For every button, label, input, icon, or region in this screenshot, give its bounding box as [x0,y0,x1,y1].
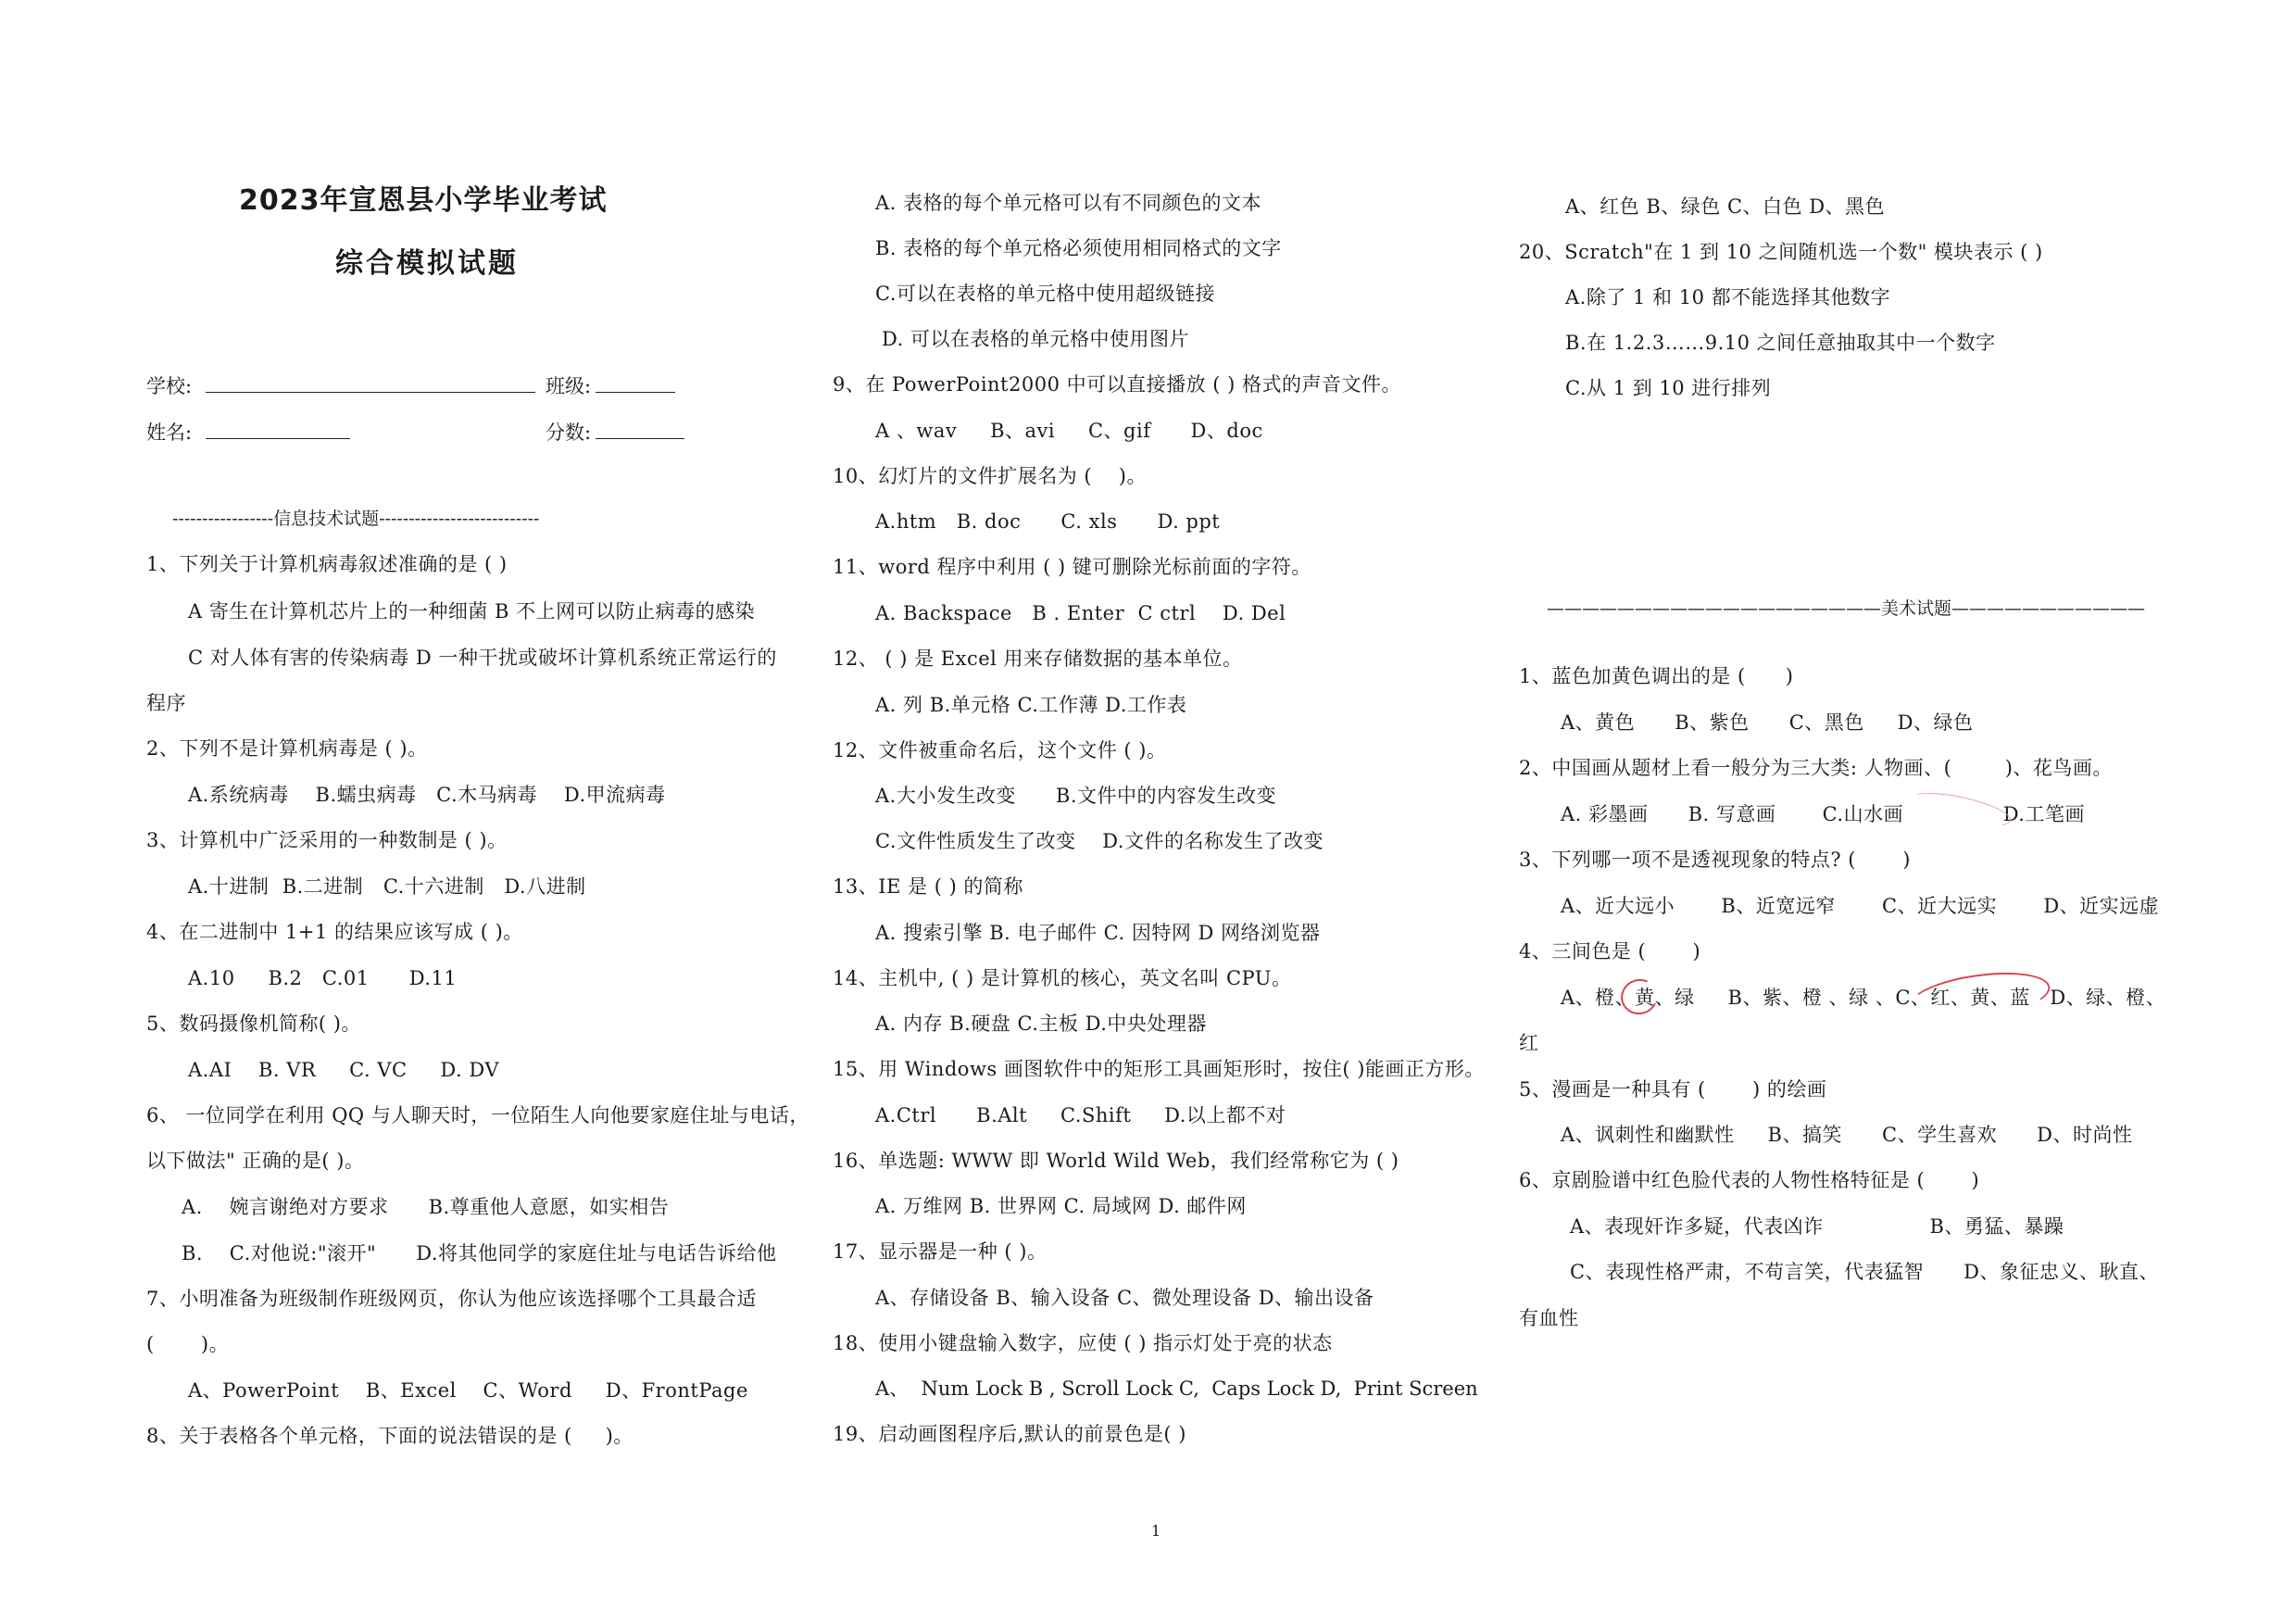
answer-line: C.从 1 到 10 进行排列 [1565,377,1772,399]
question-line: 14、主机中, ( ) 是计算机的核心，英文名叫 CPU。 [833,967,1292,989]
question-line: 19、启动画图程序后,默认的前景色是( ) [833,1423,1186,1445]
page-number: 1 [1151,1522,1161,1540]
score-blank[interactable] [596,438,684,439]
question-line: 5、数码摄像机简称( )。 [146,1013,361,1035]
answer-line: C 对人体有害的传染病毒 D 一种干扰或破坏计算机系统正常运行的 [188,647,777,669]
answer-line: C.可以在表格的单元格中使用超级链接 [875,283,1215,305]
question-line: 5、漫画是一种具有 ( ) 的绘画 [1519,1078,1827,1101]
answer-line: A 寄生在计算机芯片上的一种细菌 B 不上网可以防止病毒的感染 [188,600,756,623]
question-line: 4、三间色是 ( ) [1519,940,1701,962]
question-line: 2、下列不是计算机病毒是 ( )。 [146,737,428,760]
question-line: 15、用 Windows 画图软件中的矩形工具画矩形时，按住( )能画正方形。 [833,1058,1485,1080]
answer-line: B. 表格的每个单元格必须使用相同格式的文字 [875,237,1282,259]
question-line: 7、小明准备为班级制作班级网页，你认为他应该选择哪个工具最合适 [146,1288,757,1310]
question-line: 3、计算机中广泛采用的一种数制是 ( )。 [146,829,508,851]
answer-line: A、近大远小 B、近宽远窄 C、近大远实 D、近实远虚 [1561,895,2160,917]
answer-line: A. 婉言谢绝对方要求 B.尊重他人意愿，如实相告 [182,1196,670,1218]
question-line: 20、Scratch"在 1 到 10 之间随机选一个数" 模块表示 ( ) [1519,241,2043,263]
question-line: 9、在 PowerPoint2000 中可以直接播放 ( ) 格式的声音文件。 [833,373,1402,396]
section-header-it: -----------------信息技术试题--------------------------- [172,509,540,529]
section-header-art: ———————————————————美术试题——————————— [1547,598,2146,619]
class-label: 班级: [546,375,592,397]
answer-line: 程序 [146,692,186,714]
question-line: 4、在二进制中 1+1 的结果应该写成 ( )。 [146,921,523,943]
question-line: 6、 一位同学在利用 QQ 与人聊天时，一位陌生人向他要家庭住址与电话， [146,1104,809,1126]
answer-line: A、 Num Lock B , Scroll Lock C, Caps Lock D, Print Screen [875,1378,1478,1400]
answer-line: A.大小发生改变 B.文件中的内容发生改变 [875,785,1276,807]
answer-line: A. 彩墨画 B. 写意画 C.山水画 D.工笔画 [1561,803,2085,825]
answer-line: A. 内存 B.硬盘 C.主板 D.中央处理器 [875,1013,1207,1035]
answer-line: A.10 B.2 C.01 D.11 [188,967,458,989]
question-line: 2、中国画从题材上看一般分为三大类: 人物画、( )、花鸟画。 [1519,757,2113,779]
answer-line: A. Backspace B . Enter C ctrl D. Del [875,602,1286,624]
answer-line: A.htm B. doc C. xls D. ppt [875,510,1221,533]
answer-line: A.十进制 B.二进制 C.十六进制 D.八进制 [188,875,586,898]
school-blank[interactable] [206,392,535,393]
answer-line: A、黄色 B、紫色 C、黑色 D、绿色 [1561,711,1974,734]
school-label: 学校: [146,375,193,397]
question-line: 以下做法" 正确的是( )。 [146,1150,365,1172]
answer-line: A. 表格的每个单元格可以有不同颜色的文本 [875,192,1262,214]
question-line: 18、使用小键盘输入数字，应使 ( ) 指示灯处于亮的状态 [833,1332,1333,1354]
answer-line: A.系统病毒 B.蠕虫病毒 C.木马病毒 D.甲流病毒 [188,784,666,806]
answer-line: A、PowerPoint B、Excel C、Word D、FrontPage [188,1379,748,1402]
question-line: 6、京剧脸谱中红色脸代表的人物性格特征是 ( ) [1519,1169,1980,1191]
answer-line: A.除了 1 和 10 都不能选择其他数字 [1565,286,1891,308]
question-line: 11、word 程序中利用 ( ) 键可删除光标前面的字符。 [833,556,1311,578]
answer-line: 红 [1519,1032,1539,1054]
answer-line: A、红色 B、绿色 C、白色 D、黑色 [1565,195,1886,218]
answer-line: D. 可以在表格的单元格中使用图片 [882,328,1189,350]
answer-line: B. C.对他说:"滚开" D.将其他同学的家庭住址与电话告诉给他 [182,1242,777,1264]
question-line: 1、下列关于计算机病毒叙述准确的是 ( ) [146,553,508,575]
answer-line: A. 万维网 B. 世界网 C. 局域网 D. 邮件网 [875,1195,1247,1217]
question-line: 1、蓝色加黄色调出的是 ( ) [1519,665,1794,687]
question-line: 3、下列哪一项不是透视现象的特点? ( ) [1519,849,1911,871]
name-label: 姓名: [146,421,193,444]
answer-line: A.AI B. VR C. VC D. DV [188,1059,499,1081]
answer-line: A. 搜索引擎 B. 电子邮件 C. 因特网 D 网络浏览器 [875,922,1321,944]
question-line: 12、 ( ) 是 Excel 用来存储数据的基本单位。 [833,648,1243,670]
question-line: 16、单选题: WWW 即 World Wild Web，我们经常称它为 ( ) [833,1150,1399,1172]
question-line: 13、IE 是 ( ) 的简称 [833,875,1023,898]
answer-line: A. 列 B.单元格 C.工作薄 D.工作表 [875,694,1187,716]
exam-subtitle: 综合模拟试题 [335,247,519,280]
class-blank[interactable] [596,392,675,393]
answer-line: A、存储设备 B、输入设备 C、微处理设备 D、输出设备 [875,1287,1374,1309]
exam-title: 2023年宣恩县小学毕业考试 [239,184,608,217]
answer-line: A 、wav B、avi C、gif D、doc [875,420,1263,442]
answer-line: A、表现奸诈多疑，代表凶诈 B、勇猛、暴躁 [1570,1215,2064,1238]
answer-line: C、表现性格严肃，不苟言笑，代表猛智 D、象征忠义、耿直、 [1570,1261,2159,1283]
answer-line: A.Ctrl B.Alt C.Shift D.以上都不对 [875,1104,1286,1126]
question-line: 10、幻灯片的文件扩展名为 ( )。 [833,465,1147,487]
answer-line: B.在 1.2.3……9.10 之间任意抽取其中一个数字 [1565,332,1996,354]
question-line: 8、关于表格各个单元格，下面的说法错误的是 ( )。 [146,1425,634,1447]
question-line: 12、文件被重命名后，这个文件 ( )。 [833,739,1167,761]
question-line: 17、显示器是一种 ( )。 [833,1240,1048,1263]
score-label: 分数: [546,421,592,444]
answer-line: A、橙、黄、绿 B、紫、橙 、绿 、C、红、黄、蓝 D、绿、橙、 [1561,987,2166,1009]
name-blank[interactable] [206,438,350,439]
answer-line: C.文件性质发生了改变 D.文件的名称发生了改变 [875,830,1324,852]
answer-line: 有血性 [1519,1307,1579,1329]
question-line: ( )。 [146,1333,230,1355]
answer-line: A、讽刺性和幽默性 B、搞笑 C、学生喜欢 D、时尚性 [1561,1124,2133,1146]
